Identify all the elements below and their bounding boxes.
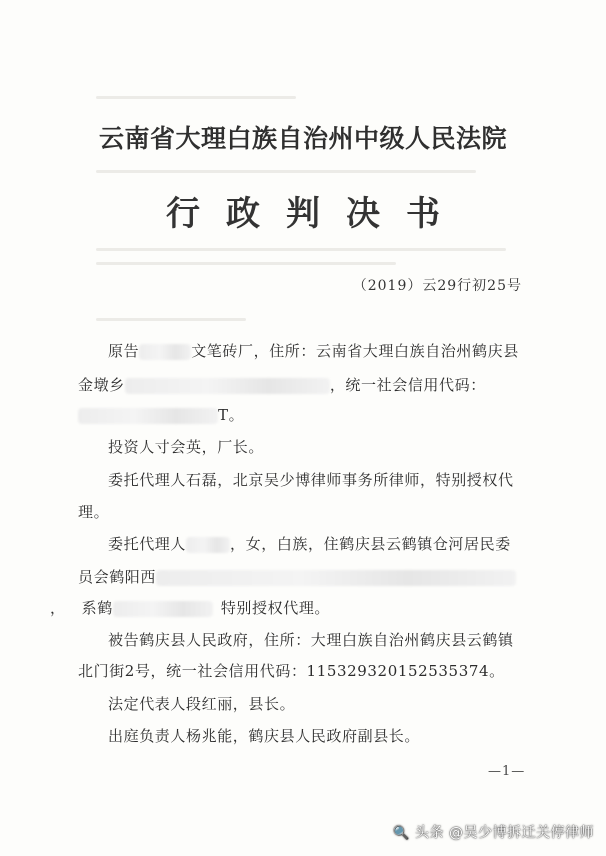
- redacted-code: [78, 408, 218, 424]
- redacted-address: [156, 570, 516, 586]
- case-number: （2019）云29行初25号: [352, 278, 522, 294]
- agent1-line-cont: 理。: [78, 503, 110, 521]
- punctuation: ，: [50, 599, 66, 617]
- agent2-relation-line: [50, 597, 502, 618]
- investor-line: 投资人寸会英，厂长。: [108, 438, 265, 456]
- agent2-label: 委托代理人: [108, 535, 187, 553]
- credit-code-label: ，统一社会信用代码：: [329, 376, 486, 394]
- defendant-line: 被告鹤庆县人民政府，住所：大理白族自治州鹤庆县云鹤镇: [108, 631, 514, 649]
- plaintiff-code-line: [78, 404, 530, 425]
- agent2-line: [108, 533, 530, 554]
- bleed-through-line: [96, 248, 506, 251]
- responsible-person-line: 出庭负责人杨兆能，鹤庆县人民政府副县长。: [108, 727, 421, 745]
- code-suffix: T。: [218, 406, 245, 424]
- agent1-line: 委托代理人石磊，北京吴少博律师事务所律师，特别授权代: [108, 471, 514, 489]
- search-icon: 🔍: [393, 826, 411, 841]
- plaintiff-address-line: [78, 374, 530, 395]
- source-watermark: [393, 822, 594, 842]
- plaintiff-text: 文笔砖厂，住所：云南省大理白族自治州鹤庆县: [191, 342, 519, 360]
- relation-prefix: 系鹤: [81, 599, 113, 617]
- plaintiff-line: [108, 340, 530, 361]
- defendant-code-line: 北门街2号，统一社会信用代码：11532932015253537​4。: [78, 662, 505, 680]
- court-name: 云南省大理白族自治州中级人民法院: [98, 124, 507, 153]
- watermark-text: 头条 @吴少博拆迁关停律师: [415, 825, 594, 841]
- redacted-name: [186, 537, 230, 553]
- redacted-name: [139, 344, 191, 360]
- plaintiff-label: 原告: [108, 342, 140, 360]
- redacted-address: [125, 378, 330, 394]
- address-prefix: 金墩乡: [78, 376, 125, 394]
- bleed-through-line: [96, 262, 396, 265]
- bleed-through-line: [96, 318, 246, 321]
- redacted-relation: [113, 601, 213, 617]
- page-number: —1—: [488, 764, 526, 779]
- document-title: 行政判决书: [166, 194, 466, 234]
- agent2-address-prefix: 员会鹤阳西: [78, 568, 157, 586]
- agent2-text: ，女，白族，住鹤庆县云鹤镇仓河居民委: [230, 535, 511, 553]
- agent2-address-line: [78, 566, 530, 587]
- legal-rep-line: 法定代表人段红丽，县长。: [108, 695, 296, 713]
- bleed-through-line: [96, 170, 476, 173]
- bleed-through-line: [96, 96, 296, 99]
- relation-text: 特别授权代理。: [220, 599, 331, 617]
